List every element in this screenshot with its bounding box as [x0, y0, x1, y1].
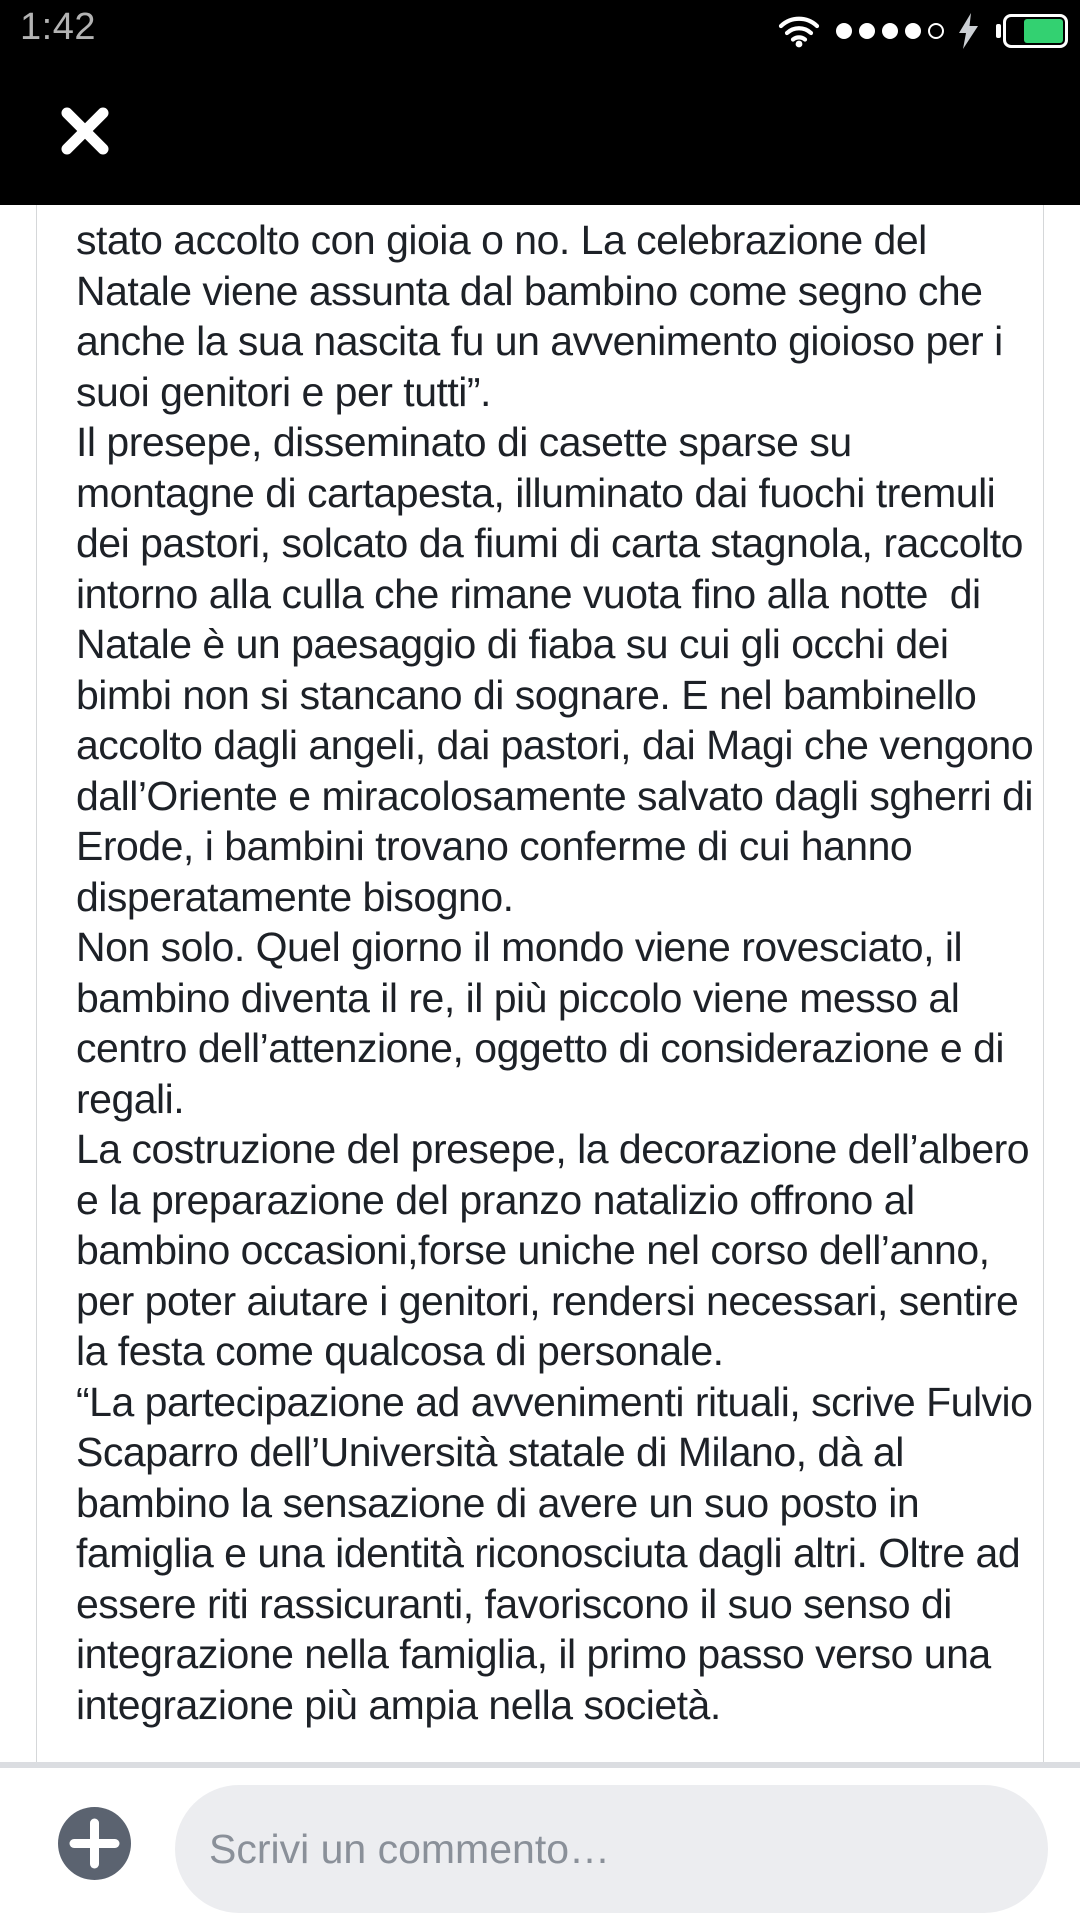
signal-dot-filled	[836, 23, 852, 39]
battery-fill	[1024, 19, 1063, 43]
article-line: La costruzione del presepe, la decorazione dell’albero	[76, 1126, 1030, 1172]
article-line: famiglia e una identità riconosciuta dagli altri. Oltre ad	[76, 1530, 1021, 1576]
status-icons	[778, 12, 1068, 50]
article-line: e la preparazione del pranzo natalizio offrono al	[76, 1176, 915, 1223]
article-line: montagne di cartapesta, illuminato dai fuochi tremuli	[76, 469, 996, 516]
article-line: Scaparro dell’Università statale di Milano, dà al	[76, 1429, 904, 1475]
charging-bolt-icon	[956, 13, 982, 49]
wifi-icon	[778, 14, 820, 48]
status-bar	[0, 0, 1080, 60]
signal-dot-empty	[928, 23, 944, 39]
battery-nub	[996, 24, 1001, 38]
add-attachment-button[interactable]	[58, 1807, 131, 1880]
article-line: integrazione nella famiglia, il primo passo verso una	[76, 1631, 991, 1677]
article-line: centro dell’attenzione, oggetto di considerazione e di	[76, 1025, 1005, 1071]
battery-icon	[996, 14, 1068, 48]
article-line: integrazione più ampia nella società.	[76, 1681, 721, 1728]
article-line: intorno alla culla che rimane vuota fino alla notte di	[76, 570, 981, 617]
article-line: disperatamente bisogno.	[76, 873, 514, 920]
close-icon	[56, 102, 114, 160]
article-line: bambino occasioni,forse uniche nel corso dell’anno,	[76, 1227, 990, 1273]
signal-dot-filled	[882, 23, 898, 39]
article-scroll-area[interactable]	[36, 0, 1044, 1762]
article-line: “La partecipazione ad avvenimenti rituali, scrive Fulvio	[76, 1378, 1033, 1425]
article-line: Il presepe, disseminato di casette sparse su	[76, 419, 852, 465]
article-line: anche la sua nascita fu un avvenimento gioioso per i	[76, 318, 1003, 364]
plus-icon	[58, 1807, 131, 1880]
article-text	[76, 215, 1034, 1730]
clock: 1:42	[20, 6, 96, 48]
article-line: stato accolto con gioia o no. La celebrazione del	[76, 217, 927, 263]
article-line: Natale è un paesaggio di fiaba su cui gli occhi dei	[76, 621, 949, 667]
article-line: Non solo. Quel giorno il mondo viene rovesciato, il	[76, 924, 963, 970]
article-line: essere riti rassicuranti, favoriscono il suo senso di	[76, 1580, 952, 1627]
article-line: regali.	[76, 1075, 185, 1122]
article-line: per poter aiutare i genitori, rendersi necessari, sentire	[76, 1277, 1019, 1324]
article-line: Erode, i bambini trovano conferme di cui hanno	[76, 823, 913, 869]
top-header	[0, 0, 1080, 205]
comment-bar	[0, 1768, 1080, 1920]
article-line: Natale viene assunta dal bambino come segno che	[76, 267, 983, 314]
close-button[interactable]	[56, 102, 114, 160]
article-line: la festa come qualcosa di personale.	[76, 1328, 724, 1374]
article-line: suoi genitori e per tutti”.	[76, 368, 491, 415]
battery-shell	[1003, 14, 1068, 48]
signal-strength-dots	[836, 23, 944, 39]
article-line: accolto dagli angeli, dai pastori, dai Magi che vengono	[76, 722, 1034, 768]
article-line: bambino diventa il re, il più piccolo viene messo al	[76, 974, 960, 1021]
signal-dot-filled	[859, 23, 875, 39]
article-line: bimbi non si stancano di sognare. E nel bambinello	[76, 671, 977, 718]
article-line: bambino la sensazione di avere un suo posto in	[76, 1479, 920, 1526]
comment-input[interactable]	[175, 1785, 1048, 1913]
signal-dot-filled	[905, 23, 921, 39]
article-line: dall’Oriente e miracolosamente salvato dagli sgherri di	[76, 772, 1033, 819]
article-line: dei pastori, solcato da fiumi di carta stagnola, raccolto	[76, 520, 1023, 566]
